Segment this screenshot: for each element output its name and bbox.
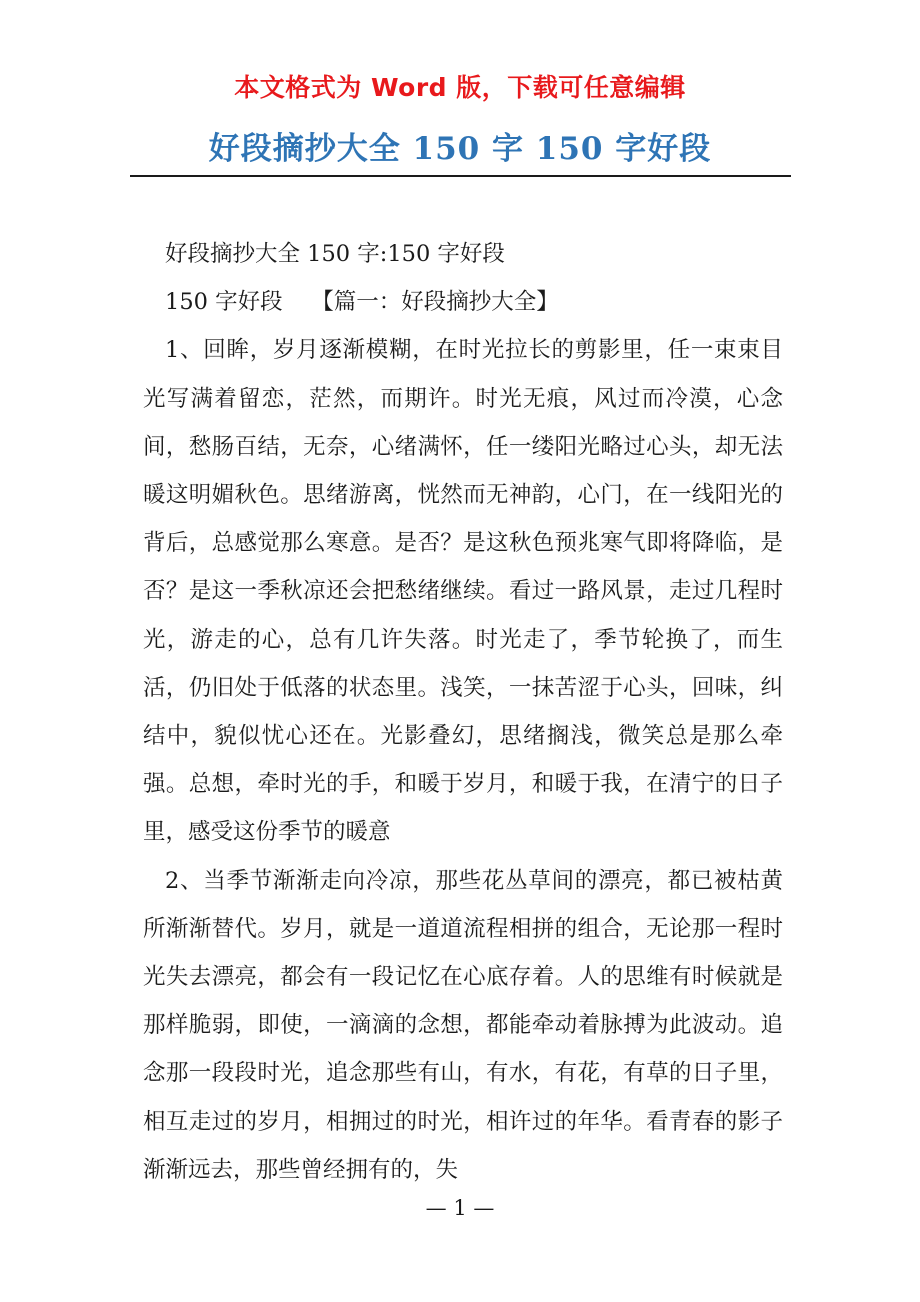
paragraph-2: 2、当季节渐渐走向冷凉，那些花丛草间的漂亮，都已被枯黄所渐渐替代。岁月，就是一道道流程相拼的组合，无论那一程时光失去漂亮，都会有一段记忆在心底存着。人的思维有时候就是那样脆弱，即使，一滴滴的念想，都能牵动着脉搏为此波动。追念那一段段时光，追念那些有山，有水，有花，有草的日子里，相互走过的岁月，相拥过的时光，相许过的年华。看青春的影子渐渐远去，那些曾经拥有的，失 (143, 867, 783, 1183)
section-heading (143, 278, 783, 326)
section-heading-right: 【篇一：好段摘抄大全】 (311, 289, 559, 316)
title-divider (130, 175, 791, 177)
section-heading-left: 150 字好段 (165, 289, 283, 316)
page-number: — 1 — (425, 1196, 495, 1220)
document-body (143, 230, 783, 1194)
paragraph-1: 1、回眸，岁月逐渐模糊，在时光拉长的剪影里，任一束束目光写满着留恋，茫然，而期许。时光无痕，风过而冷漠，心念间，愁肠百结，无奈，心绪满怀，任一缕阳光略过心头，却无法暖这明媚秋色。思绪游离，恍然而无神韵，心门，在一线阳光的背后，总感觉那么寒意。是否？是这秋色预兆寒气即将降临，是否？是这一季秋凉还会把愁绪继续。看过一路风景，走过几程时光，游走的心，总有几许失落。时光走了，季节轮换了，而生活，仍旧处于低落的状态里。浅笑，一抹苦涩于心头，回味，纠结中，貌似忧心还在。光影叠幻，思绪搁浅，微笑总是那么牵强。总想，牵时光的手，和暖于岁月，和暖于我，在清宁的日子里，感受这份季节的暖意 (143, 337, 783, 846)
format-notice: 本文格式为 Word 版，下载可任意编辑 (234, 73, 686, 102)
document-title: 好段摘抄大全 150 字 150 字好段 (208, 131, 712, 167)
intro-line: 好段摘抄大全 150 字:150 字好段 (165, 241, 505, 267)
